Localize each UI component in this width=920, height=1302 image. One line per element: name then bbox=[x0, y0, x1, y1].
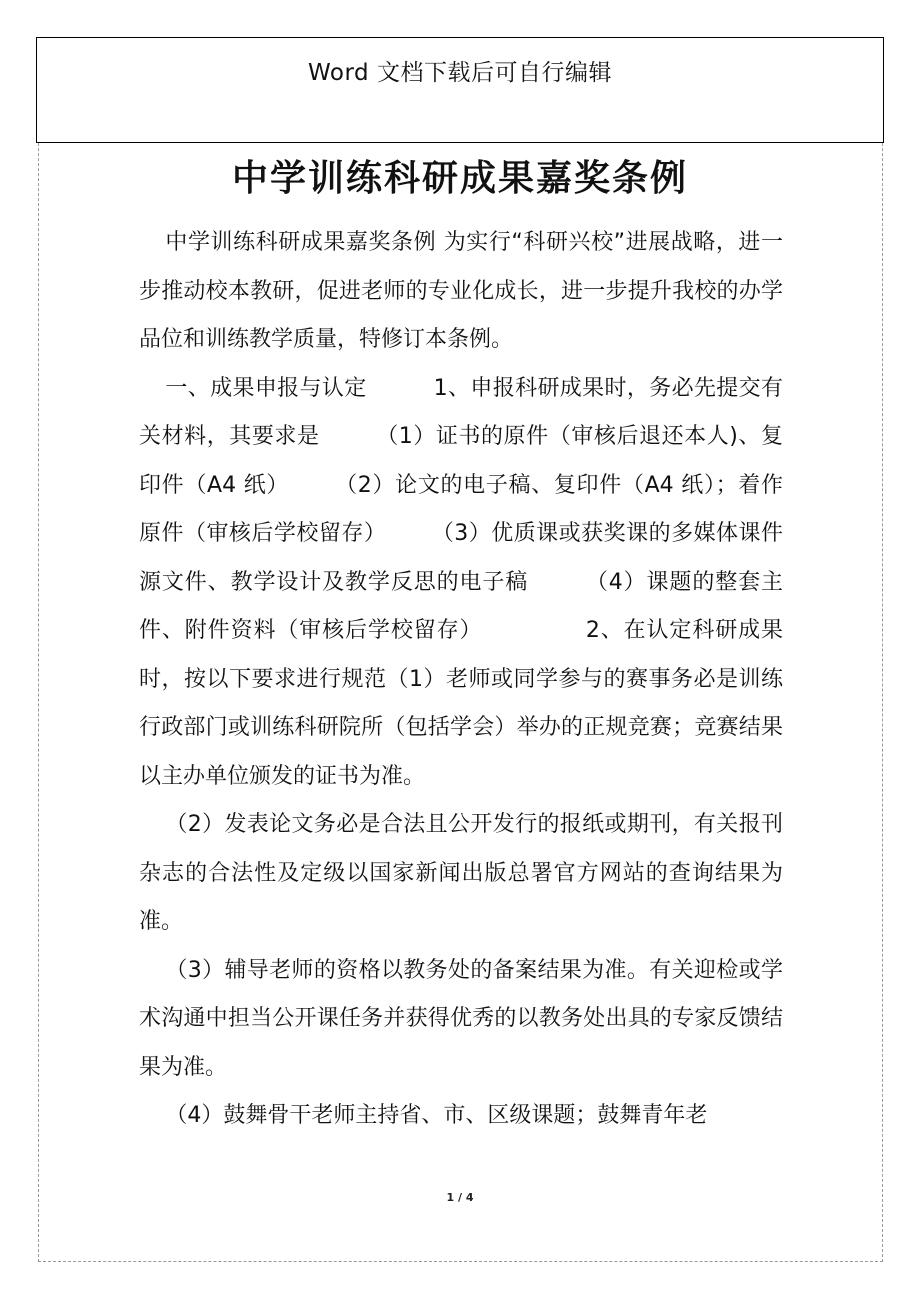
page-number: 1 / 4 bbox=[446, 1191, 474, 1204]
header-box bbox=[36, 37, 884, 143]
paragraph: 一、成果申报与认定 1、申报科研成果时，务必先提交有关材料，其要求是 （1）证书的原件（审核后退还本人)、复印件（A4 纸） （2）论文的电子稿、复印件（A4 纸）；着作原件（审核后学校留存） （3）优质课或获奖课的多媒体课件源文件、教学设计及教学反思的电子稿 （4）课题的整套主件、附件资料（审核后学校留存） 2、在认定科研成果时，按以下要求进行规范（1）老师或同学参与的赛事务必是训练行政部门或训练科研院所（包括学会）举办的正规竞赛；竞赛结果以主办单位颁发的证书为准。 bbox=[139, 375, 783, 789]
paragraph: （4）鼓舞骨干老师主持省、市、区级课题；鼓舞青年老 bbox=[165, 1103, 708, 1128]
paragraph: （3）辅导老师的资格以教务处的备案结果为准。有关迎检或学术沟通中担当公开课任务并获得优秀的以教务处出具的专家反馈结果为准。 bbox=[139, 957, 783, 1080]
document-title: 中学训练科研成果嘉奖条例 bbox=[231, 158, 688, 199]
header-text: Word 文档下载后可自行编辑 bbox=[308, 60, 612, 86]
paragraph: 中学训练科研成果嘉奖条例 为实行“科研兴校”进展战略，进一步推动校本教研，促进老师的专业化成长，进一步提升我校的办学品位和训练教学质量，特修订本条例。 bbox=[139, 230, 783, 352]
paragraph: （2）发表论文务必是合法且公开发行的报纸或期刊，有关报刊杂志的合法性及定级以国家新闻出版总署官方网站的查询结果为准。 bbox=[139, 812, 783, 934]
document-body bbox=[139, 219, 783, 1141]
